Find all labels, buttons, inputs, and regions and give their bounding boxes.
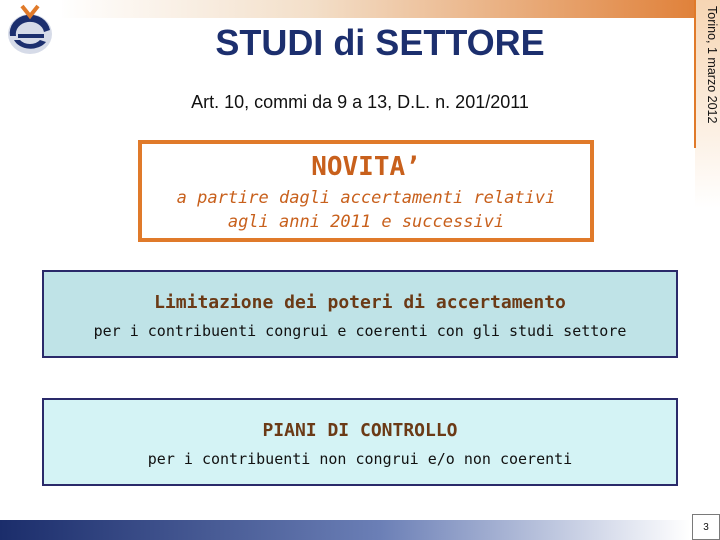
top-decorative-bar bbox=[56, 0, 696, 18]
orange-divider bbox=[694, 0, 696, 148]
page-number: 3 bbox=[692, 514, 720, 540]
novita-title: NOVITA’ bbox=[311, 152, 421, 182]
page-subtitle: Art. 10, commi da 9 a 13, D.L. n. 201/2011 bbox=[191, 92, 529, 112]
novita-text bbox=[142, 186, 590, 234]
page-title: STUDI di SETTORE bbox=[215, 22, 545, 63]
novita-line-1: a partire dagli accertamenti relativi bbox=[176, 188, 556, 208]
novita-box bbox=[138, 140, 594, 242]
limitation-box bbox=[42, 270, 678, 358]
novita-line-2: agli anni 2011 e successivi bbox=[227, 212, 505, 232]
control-plans-box bbox=[42, 398, 678, 486]
date-side-note: Torino, 1 marzo 2012 bbox=[705, 6, 719, 124]
bottom-decorative-bar bbox=[0, 520, 690, 540]
agenzia-entrate-logo-icon bbox=[0, 0, 62, 62]
limitation-text: per i contribuenti congrui e coerenti con gli studi settore bbox=[93, 322, 627, 340]
control-plans-text: per i contribuenti non congrui e/o non coerenti bbox=[147, 450, 573, 468]
limitation-heading: Limitazione dei poteri di accertamento bbox=[154, 292, 566, 313]
control-plans-heading: PIANI DI CONTROLLO bbox=[262, 420, 458, 441]
